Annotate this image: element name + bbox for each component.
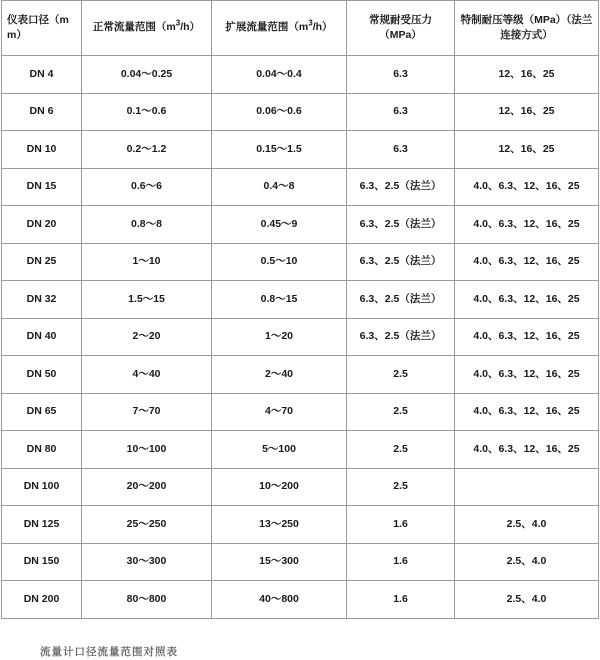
cell-standard-pressure: 2.5 [347, 393, 455, 431]
cell-special-pressure: 4.0、6.3、12、16、25 [455, 281, 599, 319]
cell-diameter: DN 32 [2, 281, 82, 319]
cell-extended-flow: 5～100 [212, 431, 347, 469]
table-row [2, 281, 599, 319]
cell-standard-pressure: 1.6 [347, 581, 455, 619]
column-header-standard-pressure: 常规耐受压力（MPa） [347, 1, 455, 56]
column-header-special-pressure: 特制耐压等级（MPa）（法兰连接方式） [455, 1, 599, 56]
cell-diameter: DN 25 [2, 243, 82, 281]
cell-normal-flow: 1～10 [82, 243, 212, 281]
table-footnote: 流量计口径流量范围对照表 [40, 646, 178, 658]
table-row [2, 243, 599, 281]
cell-diameter: DN 80 [2, 431, 82, 469]
cell-normal-flow: 4～40 [82, 356, 212, 394]
cell-standard-pressure: 6.3 [347, 56, 455, 94]
cell-standard-pressure: 2.5 [347, 356, 455, 394]
table-row [2, 393, 599, 431]
cell-special-pressure: 2.5、4.0 [455, 543, 599, 581]
table-row [2, 168, 599, 206]
cell-extended-flow: 0.4～8 [212, 168, 347, 206]
cell-diameter: DN 65 [2, 393, 82, 431]
cell-normal-flow: 7～70 [82, 393, 212, 431]
cell-extended-flow: 0.8～15 [212, 281, 347, 319]
cell-diameter: DN 15 [2, 168, 82, 206]
cell-special-pressure: 4.0、6.3、12、16、25 [455, 318, 599, 356]
cell-extended-flow: 0.45～9 [212, 206, 347, 244]
cell-extended-flow: 40～800 [212, 581, 347, 619]
cell-diameter: DN 200 [2, 581, 82, 619]
cell-extended-flow: 10～200 [212, 468, 347, 506]
table-row [2, 468, 599, 506]
cell-special-pressure: 4.0、6.3、12、16、25 [455, 168, 599, 206]
cell-normal-flow: 30～300 [82, 543, 212, 581]
cell-standard-pressure: 6.3、2.5（法兰） [347, 168, 455, 206]
cell-diameter: DN 40 [2, 318, 82, 356]
table-row [2, 318, 599, 356]
flow-meter-spec-table [1, 0, 599, 619]
cell-diameter: DN 125 [2, 506, 82, 544]
cell-extended-flow: 4～70 [212, 393, 347, 431]
cell-standard-pressure: 6.3、2.5（法兰） [347, 206, 455, 244]
cell-normal-flow: 25～250 [82, 506, 212, 544]
table-row [2, 56, 599, 94]
cell-extended-flow: 0.5～10 [212, 243, 347, 281]
column-header-diameter: 仪表口径（m m） [2, 1, 82, 56]
cell-normal-flow: 10～100 [82, 431, 212, 469]
cell-standard-pressure: 2.5 [347, 468, 455, 506]
table-body [2, 56, 599, 619]
cell-standard-pressure: 2.5 [347, 431, 455, 469]
table-row [2, 506, 599, 544]
cell-diameter: DN 150 [2, 543, 82, 581]
table-row [2, 431, 599, 469]
cell-extended-flow: 1～20 [212, 318, 347, 356]
cell-normal-flow: 0.8～8 [82, 206, 212, 244]
cell-standard-pressure: 1.6 [347, 506, 455, 544]
cell-diameter: DN 4 [2, 56, 82, 94]
cell-diameter: DN 10 [2, 131, 82, 169]
cell-normal-flow: 2～20 [82, 318, 212, 356]
cell-diameter: DN 20 [2, 206, 82, 244]
table-row [2, 93, 599, 131]
cell-special-pressure: 4.0、6.3、12、16、25 [455, 356, 599, 394]
table-row [2, 581, 599, 619]
cell-special-pressure: 12、16、25 [455, 93, 599, 131]
cell-normal-flow: 0.04～0.25 [82, 56, 212, 94]
cell-standard-pressure: 6.3 [347, 93, 455, 131]
column-header-normal-flow: 正常流量范围$(m^3/h)$ [82, 1, 212, 56]
cell-standard-pressure: 6.3、2.5（法兰） [347, 281, 455, 319]
table-row [2, 206, 599, 244]
cell-standard-pressure: 1.6 [347, 543, 455, 581]
cell-extended-flow: 13～250 [212, 506, 347, 544]
cell-normal-flow: 0.6～6 [82, 168, 212, 206]
cell-special-pressure: 2.5、4.0 [455, 581, 599, 619]
cell-extended-flow: 0.15～1.5 [212, 131, 347, 169]
cell-diameter: DN 100 [2, 468, 82, 506]
cell-standard-pressure: 6.3 [347, 131, 455, 169]
cell-normal-flow: 80～800 [82, 581, 212, 619]
cell-standard-pressure: 6.3、2.5（法兰） [347, 243, 455, 281]
table-header [2, 1, 599, 56]
cell-special-pressure: 12、16、25 [455, 131, 599, 169]
cell-special-pressure [455, 468, 599, 506]
cell-normal-flow: 20～200 [82, 468, 212, 506]
cell-special-pressure: 4.0、6.3、12、16、25 [455, 431, 599, 469]
header-row [2, 1, 599, 56]
cell-special-pressure: 2.5、4.0 [455, 506, 599, 544]
cell-normal-flow: 0.2～1.2 [82, 131, 212, 169]
cell-diameter: DN 50 [2, 356, 82, 394]
cell-special-pressure: 4.0、6.3、12、16、25 [455, 393, 599, 431]
cell-special-pressure: 12、16、25 [455, 56, 599, 94]
cell-extended-flow: 0.04～0.4 [212, 56, 347, 94]
table-row [2, 131, 599, 169]
cell-special-pressure: 4.0、6.3、12、16、25 [455, 206, 599, 244]
cell-extended-flow: 0.06～0.6 [212, 93, 347, 131]
cell-special-pressure: 4.0、6.3、12、16、25 [455, 243, 599, 281]
cell-normal-flow: 1.5～15 [82, 281, 212, 319]
cell-standard-pressure: 6.3、2.5（法兰） [347, 318, 455, 356]
cell-extended-flow: 15～300 [212, 543, 347, 581]
column-header-extended-flow: 扩展流量范围$(m^3/h)$ [212, 1, 347, 56]
cell-extended-flow: 2～40 [212, 356, 347, 394]
table-row [2, 356, 599, 394]
cell-normal-flow: 0.1～0.6 [82, 93, 212, 131]
table-row [2, 543, 599, 581]
cell-diameter: DN 6 [2, 93, 82, 131]
